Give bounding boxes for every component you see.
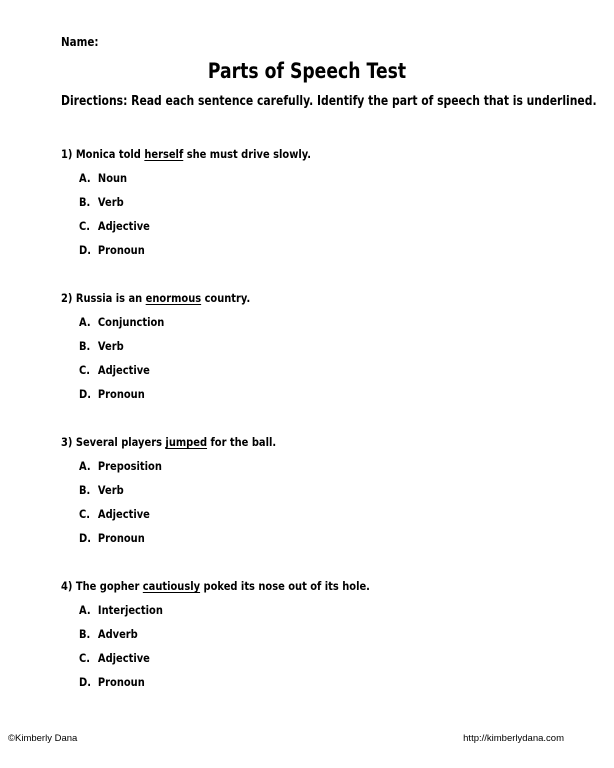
option-text: Pronoun	[97, 243, 145, 257]
question-4-suffix: poked its nose out of its hole.	[200, 579, 370, 593]
question-2-option-d[interactable]	[79, 387, 511, 411]
option-text: Noun	[97, 171, 128, 185]
question-2-options	[79, 315, 581, 411]
option-letter: D.	[79, 675, 91, 689]
option-text: Verb	[97, 195, 124, 209]
option-letter: B.	[79, 483, 91, 497]
option-letter: C.	[79, 651, 91, 665]
option-letter: D.	[79, 531, 91, 545]
question-2-prefix: 2) Russia is an	[61, 291, 146, 305]
option-text: Adverb	[97, 627, 138, 641]
question-3-suffix: for the ball.	[207, 435, 277, 449]
option-letter: A.	[79, 459, 91, 473]
question-2-underlined-word: enormous	[145, 291, 202, 305]
question-2-option-b[interactable]	[79, 339, 511, 363]
question-2	[61, 291, 581, 411]
option-text: Pronoun	[97, 675, 145, 689]
option-text: Interjection	[97, 603, 163, 617]
option-text: Adjective	[97, 219, 150, 233]
question-4-options	[79, 603, 581, 699]
question-4	[61, 579, 581, 699]
question-4-option-b[interactable]	[79, 627, 511, 651]
option-text: Preposition	[97, 459, 162, 473]
question-1-options	[79, 171, 581, 267]
option-text: Verb	[97, 339, 124, 353]
page-title: Parts of Speech Test	[207, 59, 407, 83]
directions-text: Directions: Read each sentence carefully. Identify the part of speech that is underlined.	[61, 94, 597, 109]
question-2-text	[61, 291, 508, 315]
option-letter: A.	[79, 603, 91, 617]
question-4-text	[61, 579, 508, 603]
option-letter: B.	[79, 627, 91, 641]
question-4-option-a[interactable]	[79, 603, 511, 627]
question-3	[61, 435, 581, 555]
option-letter: C.	[79, 363, 91, 377]
question-1	[61, 147, 581, 267]
option-letter: A.	[79, 171, 91, 185]
question-2-option-c[interactable]	[79, 363, 511, 387]
question-1-option-a[interactable]	[79, 171, 511, 195]
question-4-option-c[interactable]	[79, 651, 511, 675]
option-letter: A.	[79, 315, 91, 329]
option-letter: B.	[79, 195, 91, 209]
name-label: Name:	[61, 35, 99, 49]
question-2-suffix: country.	[201, 291, 251, 305]
option-letter: D.	[79, 387, 91, 401]
question-4-underlined-word: cautiously	[142, 579, 201, 593]
option-text: Adjective	[97, 363, 150, 377]
option-letter: C.	[79, 219, 91, 233]
question-3-option-d[interactable]	[79, 531, 511, 555]
question-3-prefix: 3) Several players	[61, 435, 166, 449]
option-text: Pronoun	[97, 387, 145, 401]
question-3-text	[61, 435, 508, 459]
copyright-text: ©Kimberly Dana	[8, 733, 78, 744]
question-3-option-b[interactable]	[79, 483, 511, 507]
question-1-text	[61, 147, 508, 171]
question-4-option-d[interactable]	[79, 675, 511, 699]
question-1-option-c[interactable]	[79, 219, 511, 243]
option-text: Adjective	[97, 507, 150, 521]
question-3-options	[79, 459, 581, 555]
option-text: Pronoun	[97, 531, 145, 545]
question-3-option-a[interactable]	[79, 459, 511, 483]
question-3-underlined-word: jumped	[165, 435, 208, 449]
question-3-option-c[interactable]	[79, 507, 511, 531]
question-1-suffix: she must drive slowly.	[183, 147, 312, 161]
question-1-option-d[interactable]	[79, 243, 511, 267]
option-text: Conjunction	[97, 315, 165, 329]
question-2-option-a[interactable]	[79, 315, 511, 339]
website-url[interactable]: http://kimberlydana.com	[463, 733, 564, 744]
option-text: Verb	[97, 483, 124, 497]
question-4-prefix: 4) The gopher	[61, 579, 143, 593]
option-text: Adjective	[97, 651, 150, 665]
question-1-underlined-word: herself	[144, 147, 184, 161]
question-1-prefix: 1) Monica told	[61, 147, 145, 161]
question-1-option-b[interactable]	[79, 195, 511, 219]
option-letter: C.	[79, 507, 91, 521]
option-letter: D.	[79, 243, 91, 257]
option-letter: B.	[79, 339, 91, 353]
